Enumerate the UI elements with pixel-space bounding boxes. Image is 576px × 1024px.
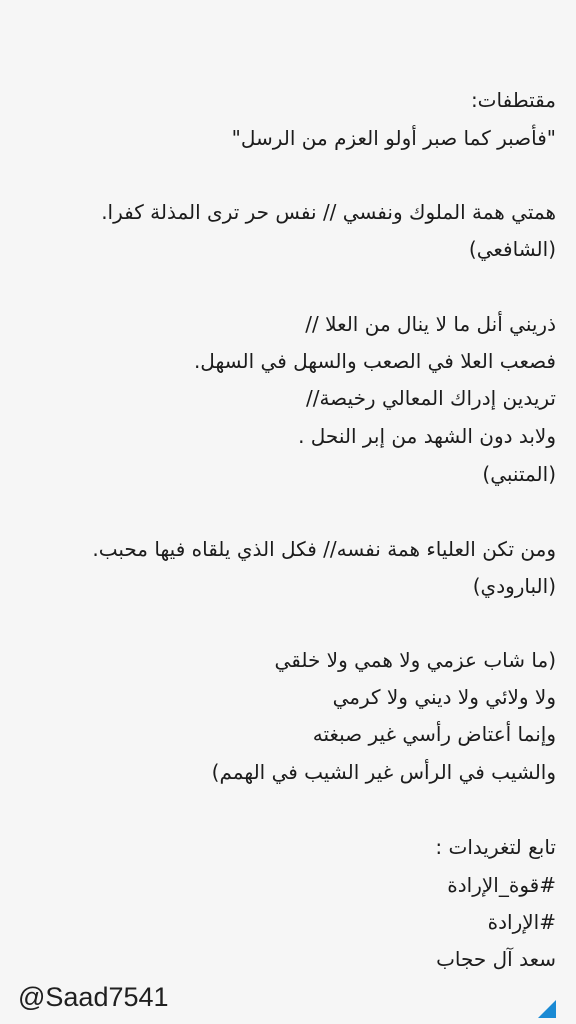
text-line-poem1: همتي همة الملوك ونفسي // نفس حر ترى المذلة كفرا. (101, 200, 556, 224)
text-line-follow: تابع لتغريدات : (435, 835, 556, 859)
text-line-poem4a: (ما شاب عزمي ولا همي ولا خلقي (274, 648, 556, 672)
text-line-poem2b: فصعب العلا في الصعب والسهل في السهل. (193, 349, 556, 373)
text-line-poem4c: وإنما أعتاض رأسي غير صبغته (312, 722, 556, 746)
text-line-author-mutanabbi: (المتنبي) (482, 462, 556, 486)
text-line-poem4d: والشيب في الرأس غير الشيب في الهمم) (211, 760, 556, 784)
hashtag-willpower[interactable]: #الإرادة (487, 910, 556, 934)
hashtag-willpower-strength[interactable]: #قوة_الإرادة (447, 873, 556, 897)
twitter-handle: @Saad7541 (18, 982, 169, 1012)
text-line-author-baroudi: (البارودي) (472, 574, 556, 598)
text-line-poem3: ومن تكن العلياء همة نفسه// فكل الذي يلقاه فيها محبب. (92, 537, 556, 561)
text-line-poem2d: ولابد دون الشهد من إبر النحل . (298, 424, 556, 448)
corner-triangle-icon (538, 1000, 556, 1018)
text-line-author-shafii: (الشافعي) (468, 237, 556, 261)
text-line-poem4b: ولا ولائي ولا ديني ولا كرمي (332, 685, 556, 709)
text-line-header: مقتطفات: (470, 88, 556, 112)
text-line-quote: "فأصبر كما صبر أولو العزم من الرسل" (231, 126, 556, 150)
text-line-signature: سعد آل حجاب (436, 947, 556, 971)
text-line-poem2a: ذريني أنل ما لا ينال من العلا // (305, 312, 556, 336)
text-line-poem2c: تريدين إدراك المعالي رخيصة// (305, 386, 556, 410)
